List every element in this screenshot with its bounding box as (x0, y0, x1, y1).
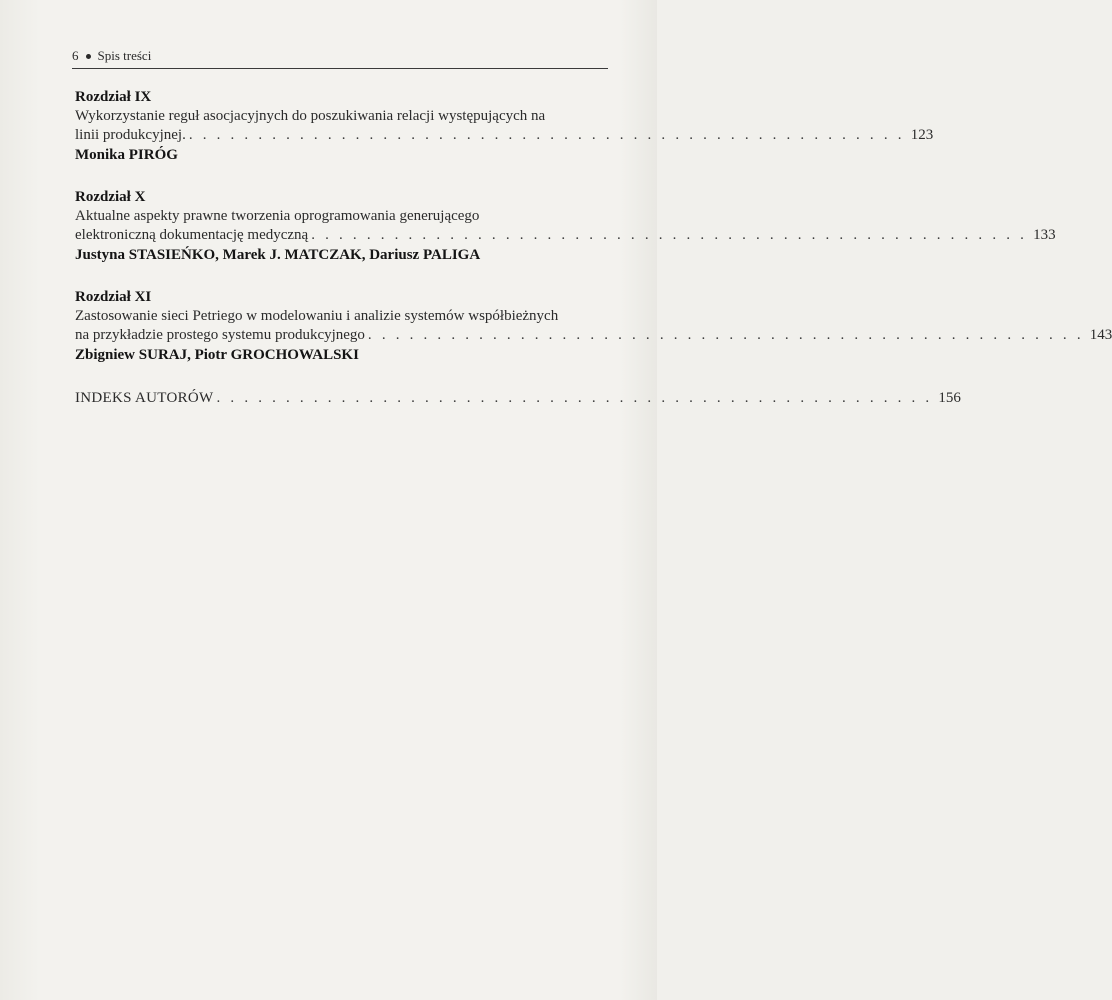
chapter-authors: Justyna STASIEŃKO, Marek J. MATCZAK, Dariusz PALIGA (75, 247, 481, 263)
chapter-authors: Zbigniew SURAJ, Piotr GROCHOWALSKI (75, 347, 359, 363)
dot-leader: . . . . . . . . . . . . . . . . . . . . . . . . . . . . . . . . . . . . . . . . . . . . . . . . . . . . (216, 390, 933, 406)
chapter-heading: Rozdział X (75, 189, 146, 205)
chapter-heading: Rozdział XI (75, 289, 152, 305)
chapter-title-last-line (75, 126, 934, 145)
author-index-label: INDEKS AUTORÓW (75, 390, 214, 406)
chapter-title-last-line (75, 326, 1112, 345)
toc-entry-chapter-9 (75, 88, 934, 165)
page-ref: 156 (938, 390, 961, 406)
header-rule (72, 68, 608, 69)
dot-leader: . . . . . . . . . . . . . . . . . . . . . . . . . . . . . . . . . . . . . . . . . . . . . . . . . . . . (311, 227, 1028, 243)
chapter-heading: Rozdział IX (75, 89, 152, 105)
page-ref: 133 (1033, 227, 1056, 243)
section-title: Spis treści (97, 48, 152, 63)
chapter-title-end: elektroniczną dokumentację medyczną (75, 227, 309, 243)
table-of-contents (75, 88, 1112, 408)
chapter-title-line: Aktualne aspekty prawne tworzenia oprogramowania generującego (75, 208, 480, 224)
chapter-title-line: Zastosowanie sieci Petriego w modelowaniu i analizie systemów współbieżnych (75, 308, 559, 324)
chapter-title-line: Wykorzystanie reguł asocjacyjnych do poszukiwania relacji występujących na (75, 108, 546, 124)
toc-entry-chapter-11 (75, 288, 1112, 365)
chapter-title-last-line (75, 226, 1056, 245)
chapter-authors: Monika PIRÓG (75, 147, 178, 163)
bullet-separator-icon (86, 54, 91, 59)
chapter-title-end: linii produkcyjnej. (75, 127, 186, 143)
toc-entry-chapter-10 (75, 188, 1056, 265)
dot-leader: . . . . . . . . . . . . . . . . . . . . . . . . . . . . . . . . . . . . . . . . . . . . . . . . . . . . (367, 327, 1084, 343)
page-number: 6 (72, 48, 79, 63)
toc-entry-author-index (75, 388, 961, 408)
page-ref: 143 (1089, 327, 1112, 343)
dot-leader: . . . . . . . . . . . . . . . . . . . . . . . . . . . . . . . . . . . . . . . . . . . . . . . . . . . . (188, 127, 905, 143)
running-header (72, 48, 151, 64)
page-ref: 123 (910, 127, 934, 143)
chapter-title-end: na przykładzie prostego systemu produkcyjnego (75, 327, 365, 343)
